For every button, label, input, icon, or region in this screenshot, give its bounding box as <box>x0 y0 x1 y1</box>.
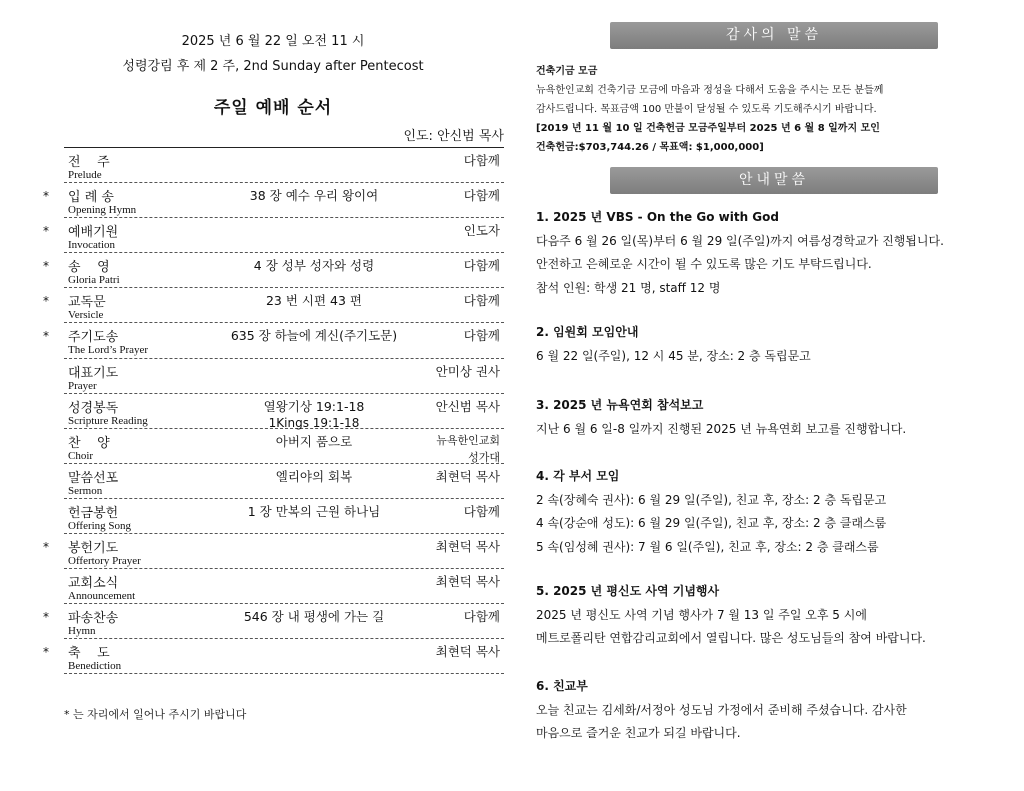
item-korean-name: 성경봉독 <box>68 400 119 416</box>
building-fund-total: 건축헌금:$703,744.26 / 목표액: $1,000,000] <box>536 142 764 153</box>
item-english-name: Offertory Prayer <box>68 555 141 568</box>
notice-line: 2 속(장혜숙 권사): 6 월 29 일(주일), 친교 후, 장소: 2 층 독립문고 <box>536 492 887 507</box>
item-performer: 다함께 <box>463 188 500 204</box>
item-english-name: Opening Hymn <box>68 204 137 217</box>
liturgical-season: 성령강림 후 제 2 주, 2nd Sunday after Pentecost <box>122 59 424 74</box>
item-detail: 23 번 시편 43 편 <box>265 293 362 309</box>
notice-line: 마음으로 즐거운 친교가 되길 바랍니다. <box>536 726 741 740</box>
order-item <box>43 183 504 218</box>
item-english-name: Choir <box>68 449 94 462</box>
item-english-name: Announcement <box>68 590 136 603</box>
item-english-name: Offering Song <box>68 519 132 532</box>
building-fund-title: 건축기금 모금 <box>536 66 598 77</box>
notice-line: 4 속(강순애 성도): 6 월 29 일(주일), 친교 후, 장소: 2 층 클래스룸 <box>536 516 887 530</box>
order-item <box>43 639 504 674</box>
notice-title: 4. 각 부서 모임 <box>536 469 620 483</box>
service-date: 2025 년 6 월 22 일 오전 11 시 <box>181 34 365 49</box>
order-list <box>38 148 508 674</box>
item-performer: 최현덕 목사 <box>435 468 500 484</box>
notices-banner: 안내말씀 <box>610 167 938 194</box>
order-item <box>64 148 504 183</box>
item-english-name: Prayer <box>68 379 97 392</box>
item-performer: 최현덕 목사 <box>435 574 500 590</box>
notice-title: 3. 2025 년 뉴욕연회 참석보고 <box>536 398 704 412</box>
item-english-name: The Lord’s Prayer <box>68 344 149 357</box>
item-korean-name: 교독문 <box>68 295 106 311</box>
order-title: 주일 예배 순서 <box>213 98 333 118</box>
notice-board-meeting <box>536 321 1006 368</box>
notice-line: 오늘 친교는 김세화/서정아 성도님 가정에서 준비해 주셨습니다. 감사한 <box>536 702 907 717</box>
item-korean-name: 교회소식 <box>68 576 119 592</box>
item-detail: 1 장 만복의 근원 하나님 <box>247 503 381 519</box>
item-english-name: Prelude <box>68 169 102 181</box>
standing-marker: * <box>43 224 49 239</box>
standing-marker: * <box>43 259 49 274</box>
notice-laity-event <box>536 580 1006 651</box>
item-detail: 4 장 성부 성자와 성령 <box>253 258 375 274</box>
item-performer: 다함께 <box>463 328 500 344</box>
item-korean-name: 축 도 <box>68 646 110 662</box>
item-detail: 546 장 내 평생에 가는 길 <box>243 609 385 625</box>
notice-conference <box>536 394 1006 441</box>
notice-line: 참석 인원: 학생 21 명, staff 12 명 <box>536 280 721 295</box>
standing-marker: * <box>43 540 49 555</box>
building-fund-total: [2019 년 11 월 10 일 건축헌금 모금주일부터 2025 년 6 월 8 일까지 모인 <box>536 123 880 134</box>
item-detail: 635 장 하늘에 계신(주기도문) <box>230 328 398 344</box>
item-english-name: Gloria Patri <box>68 274 120 287</box>
item-korean-name: 대표기도 <box>68 365 119 381</box>
order-item <box>64 429 504 464</box>
item-performer: 다함께 <box>463 609 500 625</box>
item-performer: 다함께 <box>463 258 500 274</box>
item-performer: 다함께 <box>463 153 500 168</box>
notice-line: 6 월 22 일(주일), 12 시 45 분, 장소: 2 층 독립문고 <box>536 348 811 363</box>
order-item <box>43 253 504 288</box>
notice-title: 1. 2025 년 VBS - On the Go with God <box>536 210 779 224</box>
standing-footnote: * 는 자리에서 일어나 주시기 바랍니다 <box>64 708 247 721</box>
notice-group-meetings <box>536 465 1006 559</box>
order-item <box>43 288 504 323</box>
item-detail: 38 장 예수 우리 왕이여 <box>249 188 379 204</box>
item-korean-name: 말씀선포 <box>68 470 119 486</box>
service-leader: 인도: 안신범 목사 <box>403 129 504 144</box>
item-english-name: Versicle <box>68 309 104 322</box>
standing-marker: * <box>43 189 49 204</box>
item-korean-name: 파송찬송 <box>68 611 119 627</box>
item-detail: 열왕기상 19:1-18 <box>263 398 365 414</box>
notice-vbs <box>536 206 1006 300</box>
item-detail: 아버지 품으로 <box>275 433 353 449</box>
order-item <box>64 394 504 429</box>
item-korean-name: 입 례 송 <box>68 190 114 206</box>
standing-marker: * <box>43 610 49 625</box>
item-performer: 안신범 목사 <box>435 398 500 414</box>
notice-line: 다음주 6 월 26 일(목)부터 6 월 29 일(주일)까지 여름성경학교가 진행됩니다. <box>536 233 944 248</box>
item-performer: 안미상 권사 <box>435 363 500 379</box>
announcements-panel <box>536 0 996 791</box>
notice-line: 메트로폴리탄 연합감리교회에서 열립니다. 많은 성도님들의 참여 바랍니다. <box>536 631 926 645</box>
item-korean-name: 전 주 <box>68 155 110 170</box>
item-performer: 다함께 <box>463 293 500 309</box>
item-korean-name: 예배기원 <box>68 225 119 241</box>
item-performer-secondary: 성가대 <box>468 450 500 464</box>
standing-marker: * <box>43 645 49 660</box>
item-performer: 다함께 <box>463 503 500 519</box>
worship-order-panel <box>38 0 508 791</box>
building-fund-line: 감사드립니다. 목표금액 100 만불이 달성될 수 있도록 기도해주시기 바랍니다. <box>536 104 877 115</box>
notice-line: 지난 6 월 6 일-8 일까지 진행된 2025 년 뉴욕연회 보고를 진행합니다. <box>536 421 907 436</box>
item-korean-name: 찬 양 <box>68 435 110 451</box>
order-item <box>43 218 504 253</box>
item-detail-secondary: 1Kings 19:1-18 <box>268 415 360 430</box>
order-item <box>43 534 504 569</box>
notice-line: 2025 년 평신도 사역 기념 행사가 7 월 13 일 주일 오후 5 시에 <box>536 607 867 622</box>
order-item <box>43 323 504 358</box>
building-fund-line: 뉴욕한인교회 건축기금 모금에 마음과 정성을 다해서 도움을 주시는 모든 분들께 <box>536 85 884 96</box>
notice-line: 안전하고 은혜로운 시간이 될 수 있도록 많은 기도 부탁드립니다. <box>536 257 872 271</box>
notice-title: 2. 임원회 모임안내 <box>536 325 639 339</box>
building-fund <box>536 62 996 157</box>
order-item <box>64 569 504 604</box>
item-korean-name: 봉헌기도 <box>68 541 119 557</box>
item-performer: 최현덕 목사 <box>435 644 500 660</box>
notice-line: 5 속(임성혜 권사): 7 월 6 일(주일), 친교 후, 장소: 2 층 클래스룸 <box>536 539 879 554</box>
notice-title: 6. 친교부 <box>536 679 588 693</box>
item-detail: 엘리야의 회복 <box>275 468 353 484</box>
item-korean-name: 헌금봉헌 <box>68 505 119 521</box>
item-english-name: Benediction <box>68 660 122 673</box>
item-english-name: Hymn <box>68 625 96 638</box>
order-item <box>64 359 504 394</box>
item-performer: 최현덕 목사 <box>435 539 500 555</box>
item-performer: 인도자 <box>463 223 500 239</box>
item-english-name: Invocation <box>68 239 116 252</box>
standing-marker: * <box>43 294 49 309</box>
item-english-name: Scripture Reading <box>68 414 148 427</box>
order-item <box>64 499 504 534</box>
order-item <box>43 604 504 639</box>
thanks-banner: 감사의 말씀 <box>610 22 938 49</box>
item-korean-name: 주기도송 <box>68 330 119 346</box>
item-korean-name: 송 영 <box>68 260 110 276</box>
notice-fellowship <box>536 675 1006 746</box>
notice-title: 5. 2025 년 평신도 사역 기념행사 <box>536 584 720 598</box>
item-english-name: Sermon <box>68 484 103 497</box>
order-item <box>64 464 504 499</box>
standing-marker: * <box>43 329 49 344</box>
item-performer: 뉴욕한인교회 <box>436 433 500 447</box>
